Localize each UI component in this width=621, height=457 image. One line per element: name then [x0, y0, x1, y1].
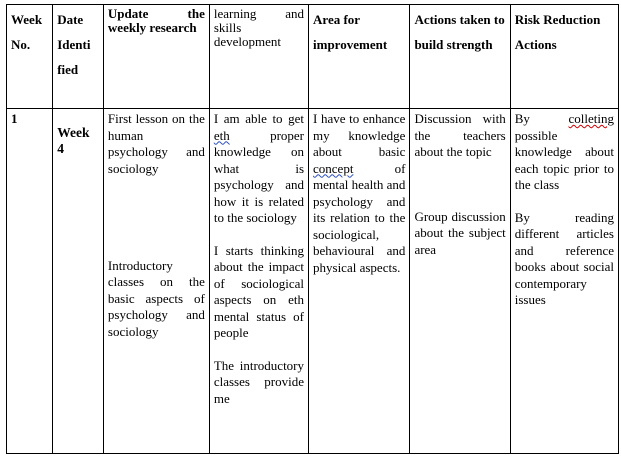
- risk-entry-1: [515, 111, 614, 194]
- header-update-weekly-research: [103, 5, 209, 109]
- learning-entry-1-part-a: I am able to get: [213, 111, 305, 126]
- learning-entry-1-part-c: proper knowledge on what is psychology and how it is related to the sociology: [213, 127, 305, 225]
- learning-entry-1-typo: eth: [213, 127, 230, 143]
- spacer: [414, 177, 505, 193]
- learning-entry-2-part-a: I starts thinking about the impact of sociological aspects on: [213, 242, 305, 307]
- area-entry: [313, 111, 405, 276]
- risk-entry-1-part-c: possible knowledge about each topic prior to the class: [514, 127, 614, 192]
- cell-area-improvement: [309, 109, 410, 454]
- spacer: [515, 194, 614, 210]
- actions-entry-1: Discussion with the teachers about the topic: [414, 111, 506, 159]
- spacer: [108, 226, 205, 242]
- risk-entry-1-typo: colleting: [568, 111, 614, 126]
- learning-entry-2-part-c: mental status of people: [213, 308, 305, 340]
- week-number: 1: [11, 111, 18, 126]
- header-learning-skills-text: learning and skills development: [213, 6, 305, 49]
- cell-actions: [410, 109, 510, 454]
- area-entry-part-c: of mental health and psychology and its relation to the sociological, behavioural and physical aspects.: [313, 160, 406, 275]
- spacer: [214, 227, 304, 243]
- learning-entry-2: [214, 243, 304, 342]
- header-date-identified-text: Date Identi fied: [57, 12, 91, 77]
- table-row: [7, 109, 619, 454]
- research-log-table: [6, 4, 619, 454]
- spacer: [414, 161, 505, 177]
- risk-entry-1-part-a: By: [514, 111, 569, 126]
- spacer: [414, 193, 505, 209]
- update-entry-2: Introductory classes on the basic aspects of psychology and sociology: [107, 257, 205, 339]
- cell-learning: [209, 109, 308, 454]
- cell-update: [103, 109, 209, 454]
- risk-entry-2: By reading different articles and reference books about social contemporary issues: [514, 209, 614, 307]
- header-area-improvement-text: Area for improvement: [313, 12, 388, 52]
- spacer: [108, 242, 205, 258]
- area-entry-part-a: I have to enhance my knowledge about basic: [313, 111, 406, 159]
- header-actions-strength: [410, 5, 510, 109]
- spacer: [108, 177, 205, 193]
- header-update-weekly-research-text: Update the weekly research: [107, 6, 205, 35]
- cell-risk-reduction: [510, 109, 618, 454]
- header-area-improvement: [309, 5, 410, 109]
- header-week-no-text: Week No.: [11, 12, 43, 52]
- header-date-identified: [53, 5, 104, 109]
- header-risk-reduction-text: Risk Reduction Actions: [514, 12, 601, 52]
- spacer: [108, 209, 205, 226]
- spacer: [214, 342, 304, 358]
- spacer: [108, 193, 205, 209]
- learning-entry-1: [214, 111, 304, 227]
- header-actions-strength-text: Actions taken to build strength: [414, 12, 505, 52]
- area-entry-flagged: concept: [313, 160, 354, 176]
- header-risk-reduction: [510, 5, 618, 109]
- header-week-no: [7, 5, 53, 109]
- learning-entry-3: The introductory classes provide me: [213, 357, 305, 406]
- learning-entry-2-typo: eth: [288, 292, 305, 307]
- cell-week-no: [7, 109, 53, 454]
- update-entry-1: First lesson on the human psychology and sociology: [107, 111, 205, 176]
- header-row: [7, 5, 619, 109]
- header-learning-skills: [209, 5, 308, 109]
- date-identified: Week 4: [57, 125, 90, 156]
- cell-date: [53, 109, 104, 454]
- actions-entry-2: Group discussion about the subject area: [414, 208, 506, 257]
